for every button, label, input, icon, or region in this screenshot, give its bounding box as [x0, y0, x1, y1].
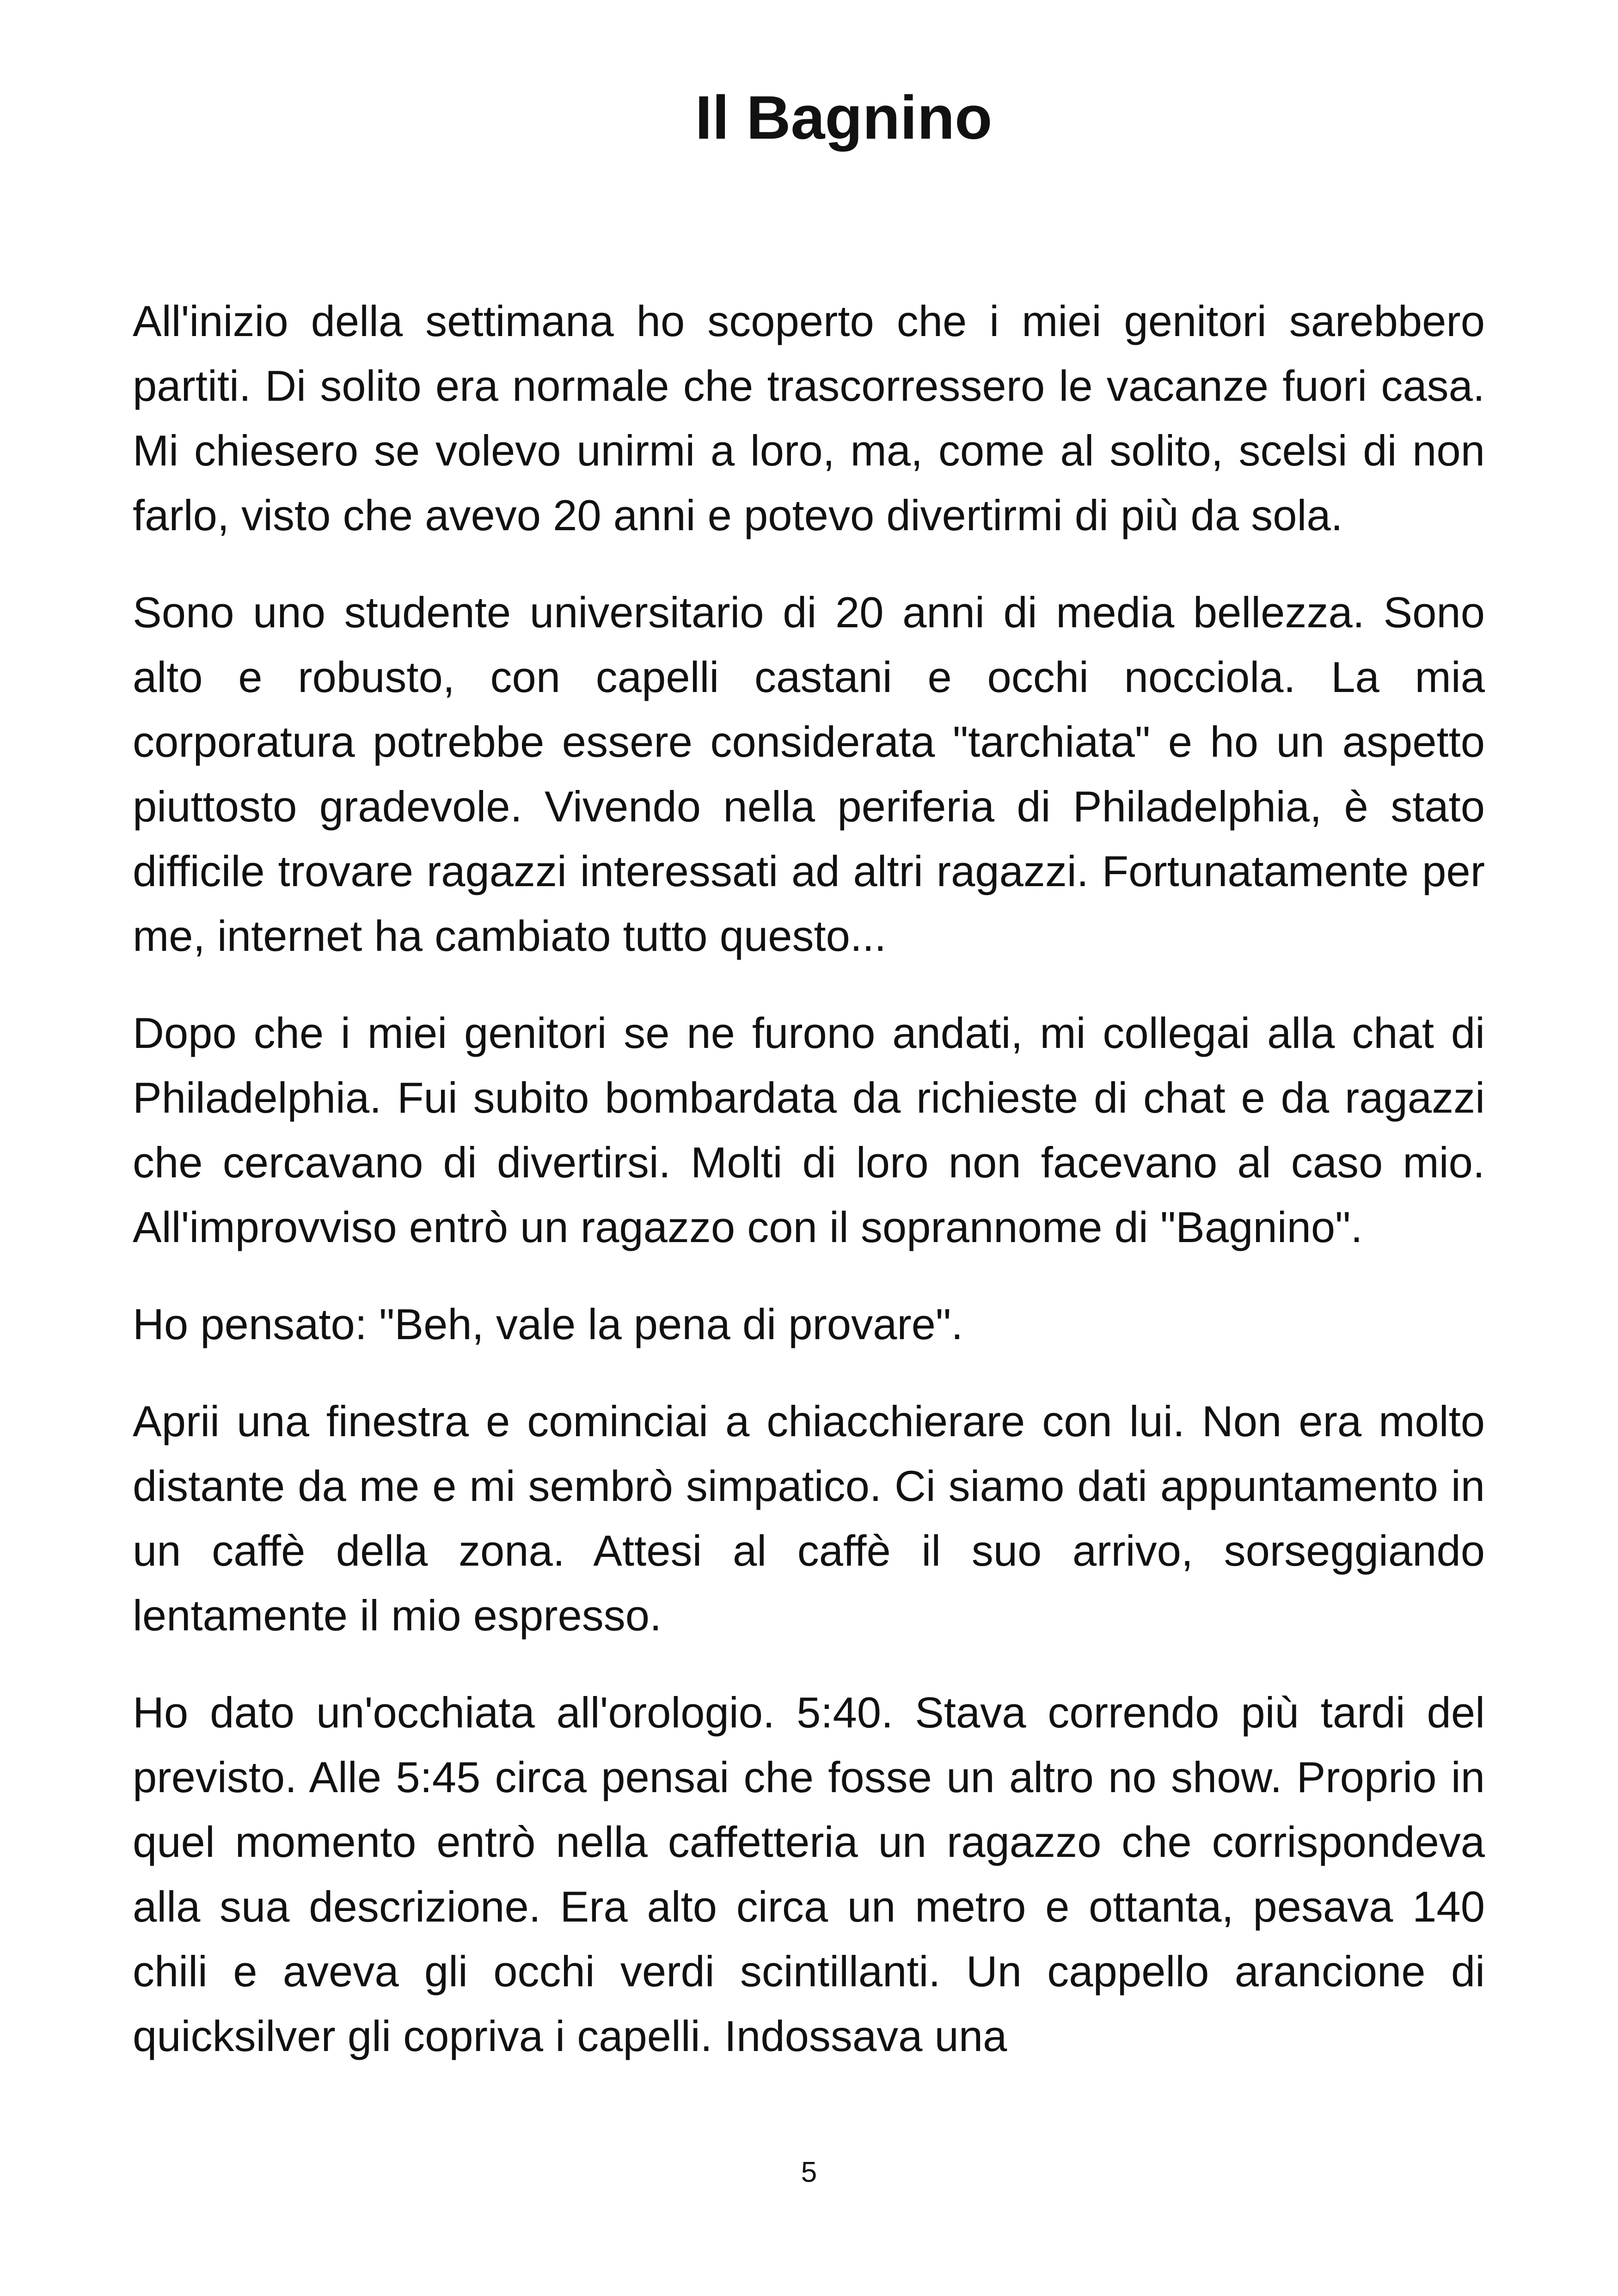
- paragraph-5: Aprii una finestra e cominciai a chiacchierare con lui. Non era molto distante da me e mi sembrò simpatico. Ci siamo dati appuntamento in un caffè della zona. Attesi al caffè il suo arrivo, sorseggiando lentamente il mio espresso.: [133, 1397, 1485, 1640]
- body-text: [133, 289, 1485, 2101]
- paragraph-2: Sono uno studente universitario di 20 anni di media bellezza. Sono alto e robusto, con capelli castani e occhi nocciola. La mia corporatura potrebbe essere considerata "tarchiata" e ho un aspetto piuttosto gradevole. Vivendo nella periferia di Philadelphia, è stato difficile trovare ragazzi interessati ad altri ragazzi. Fortunatamente per me, internet ha cambiato tutto questo...: [133, 588, 1485, 960]
- paragraph-1: All'inizio della settimana ho scoperto che i miei genitori sarebbero partiti. Di solito era normale che trascorressero le vacanze fuori casa. Mi chiesero se volevo unirmi a loro, ma, come al solito, scelsi di non farlo, visto che avevo 20 anni e potevo divertirmi di più da sola.: [133, 297, 1485, 539]
- page-title: Il Bagnino: [695, 84, 993, 152]
- page-number: 5: [801, 2156, 817, 2188]
- paragraph-6: Ho dato un'occhiata all'orologio. 5:40. Stava correndo più tardi del previsto. Alle 5:45 circa pensai che fosse un altro no show. Proprio in quel momento entrò nella caffetteria un ragazzo che corrispondeva alla sua descrizione. Era alto circa un metro e ottanta, pesava 140 chili e aveva gli occhi verdi scintillanti. Un cappello arancione di quicksilver gli copriva i capelli. Indossava una: [133, 1688, 1485, 2060]
- paragraph-3: Dopo che i miei genitori se ne furono andati, mi collegai alla chat di Philadelphia. Fui subito bombardata da richieste di chat e da ragazzi che cercavano di divertirsi. Molti di loro non facevano al caso mio. All'improvviso entrò un ragazzo con il soprannome di "Bagnino".: [133, 1009, 1485, 1251]
- paragraph-4: Ho pensato: "Beh, vale la pena di provare".: [133, 1300, 963, 1348]
